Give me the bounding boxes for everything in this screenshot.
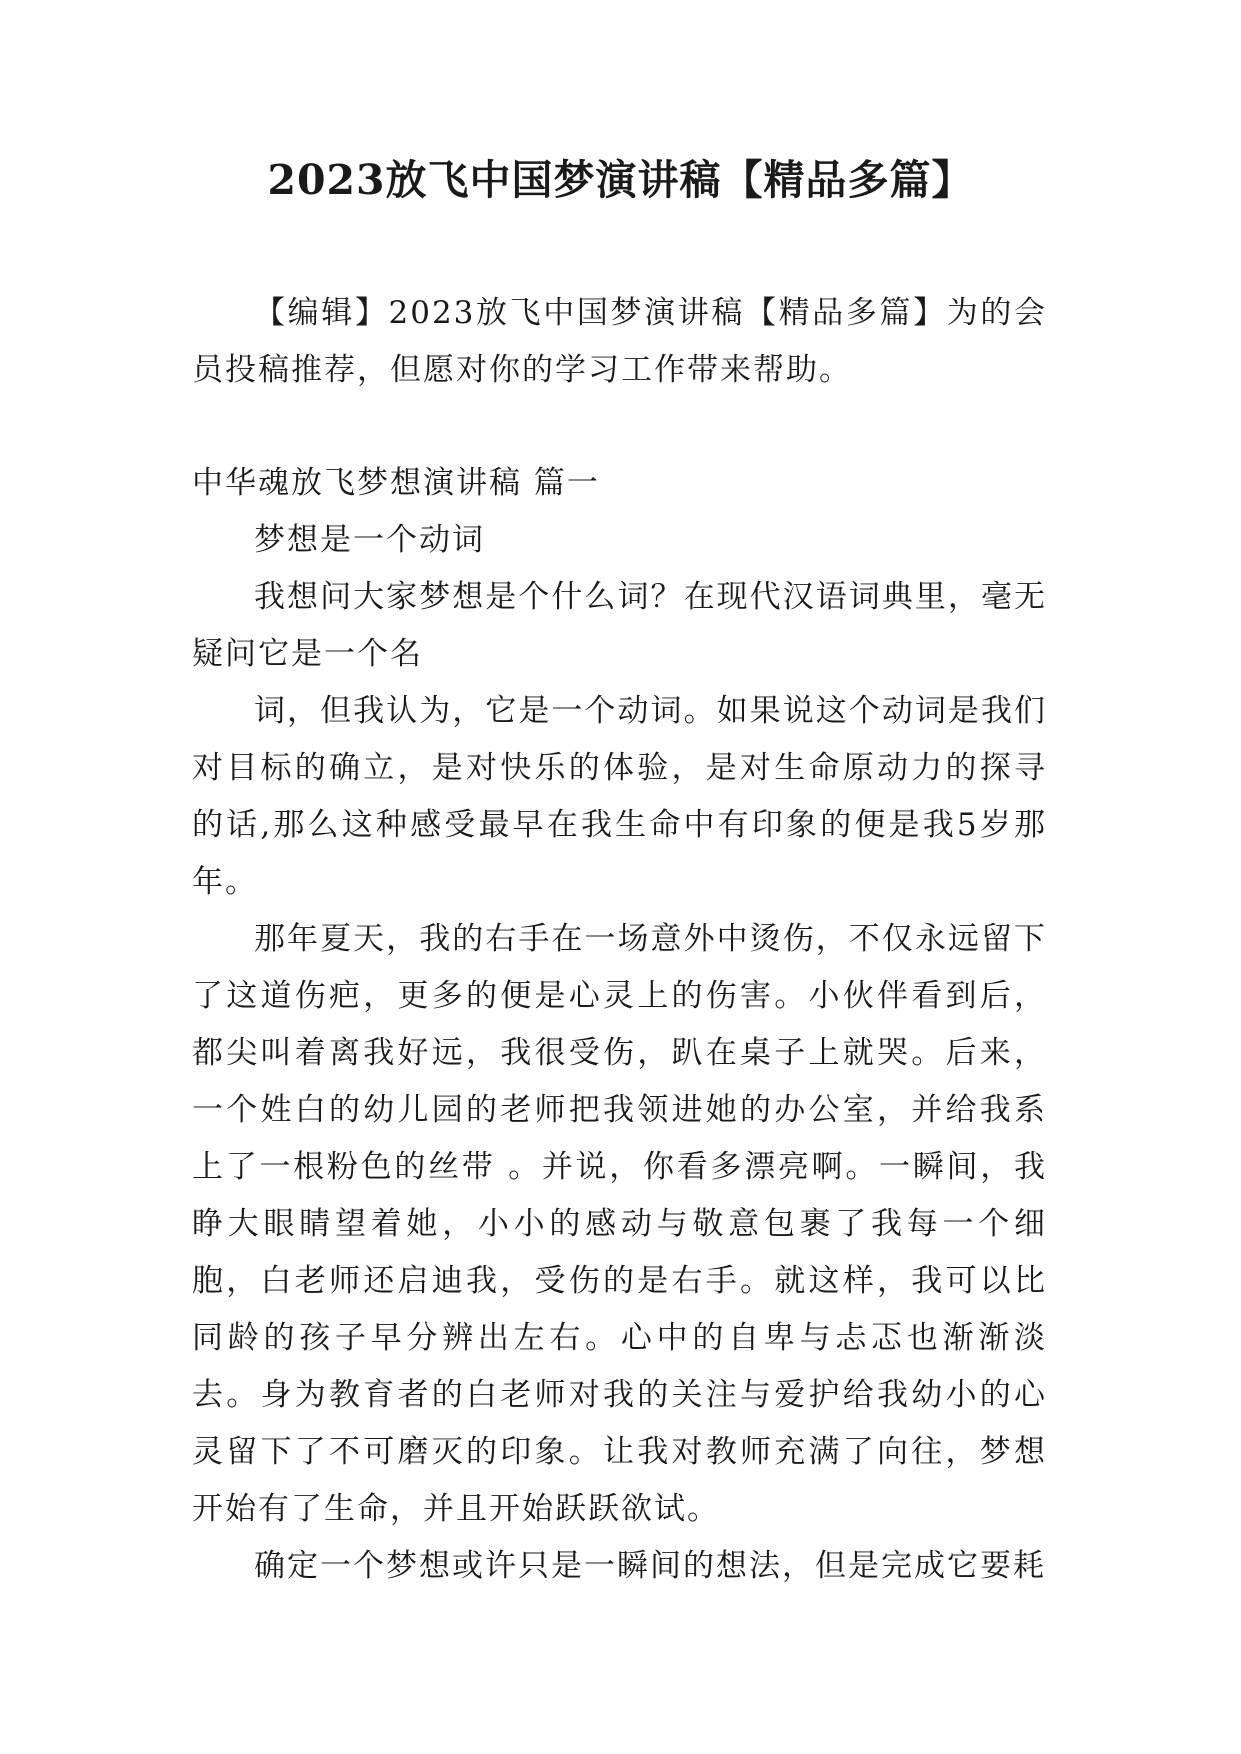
- paragraph-1: 梦想是一个动词: [254, 522, 485, 558]
- paragraph-3: 词，但我认为，它是一个动词。如果说这个动词是我们对目标的确立，是对快乐的体验，是对生命原动力的探寻的话,那么这种感受最早在我生命中有印象的便是我5岁那年。: [192, 693, 1047, 900]
- section-heading: 中华魂放飞梦想演讲稿 篇一: [192, 465, 600, 501]
- paragraph-2: 我想问大家梦想是个什么词？在现代汉语词典里，毫无疑问它是一个名: [192, 579, 1047, 672]
- document-body: [192, 285, 1047, 1595]
- document-title: 2023放飞中国梦演讲稿【精品多篇】: [267, 156, 974, 204]
- intro-paragraph: 【编辑】2023放飞中国梦演讲稿【精品多篇】为的会员投稿推荐，但愿对你的学习工作带来帮助。: [192, 295, 1047, 388]
- paragraph-5: 确定一个梦想或许只是一瞬间的想法，但是完成它要耗: [254, 1548, 1046, 1584]
- paragraph-4: 那年夏天，我的右手在一场意外中烫伤，不仅永远留下了这道伤疤，更多的便是心灵上的伤害。小伙伴看到后，都尖叫着离我好远，我很受伤，趴在桌子上就哭。后来，一个姓白的幼儿园的老师把我领进她的办公室，并给我系上了一根粉色的丝带 。并说，你看多漂亮啊。一瞬间，我睁大眼睛望着她，小小的感动与敬意包裹了我每一个细胞，白老师还启迪我，受伤的是右手。就这样，我可以比同龄的孩子早分辨出左右。心中的自卑与忐忑也渐渐淡去。身为教育者的白老师对我的关注与爱护给我幼小的心灵留下了不可磨灭的印象。让我对教师充满了向往，梦想开始有了生命，并且开始跃跃欲试。: [192, 921, 1047, 1527]
